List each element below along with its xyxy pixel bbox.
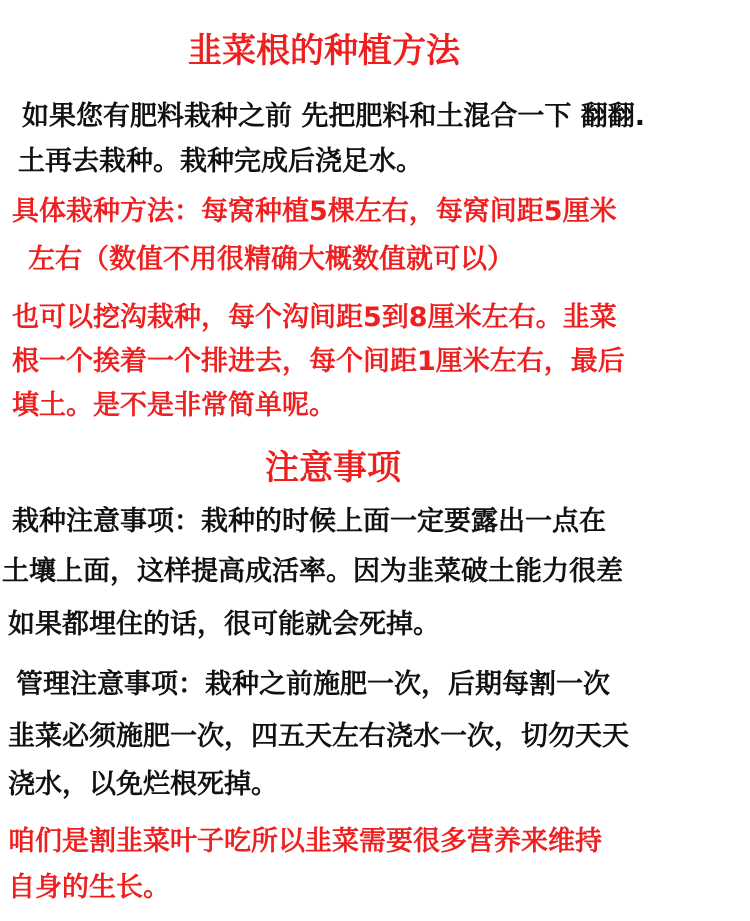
- ditch-line-1: 也可以挖沟栽种，每个沟间距5到8厘米左右。韭菜: [12, 302, 617, 333]
- method-line-1: 具体栽种方法：每窝种植5棵左右，每窝间距5厘米: [12, 196, 617, 227]
- method-line-2: 左右（数值不用很精确大概数值就可以）: [28, 244, 514, 275]
- planting-notes-line-2: 土壤上面，这样提高成活率。因为韭菜破土能力很差: [2, 556, 623, 587]
- ditch-line-2: 根一个挨着一个排进去，每个间距1厘米左右，最后: [12, 346, 625, 377]
- management-notes-line-3: 浇水，以免烂根死掉。: [8, 769, 278, 800]
- planting-notes-line-3: 如果都埋住的话，很可能就会死掉。: [8, 609, 440, 640]
- planting-notes-line-1: 栽种注意事项：栽种的时候上面一定要露出一点在: [12, 506, 606, 537]
- intro-line-2: 土再去栽种。栽种完成后浇足水。: [18, 146, 423, 177]
- notes-title: 注意事项: [265, 448, 401, 488]
- management-notes-line-1: 管理注意事项：栽种之前施肥一次，后期每割一次: [16, 669, 610, 700]
- closing-line-2: 自身的生长。: [8, 872, 170, 903]
- management-notes-line-2: 韭菜必须施肥一次，四五天左右浇水一次，切勿天天: [8, 721, 629, 752]
- closing-line-1: 咱们是割韭菜叶子吃所以韭菜需要很多营养来维持: [8, 826, 602, 857]
- ditch-line-3: 填土。是不是非常简单呢。: [12, 390, 336, 421]
- intro-line-1: 如果您有肥料栽种之前 先把肥料和土混合一下 翻翻.: [22, 101, 646, 132]
- main-title: 韭菜根的种植方法: [188, 31, 460, 71]
